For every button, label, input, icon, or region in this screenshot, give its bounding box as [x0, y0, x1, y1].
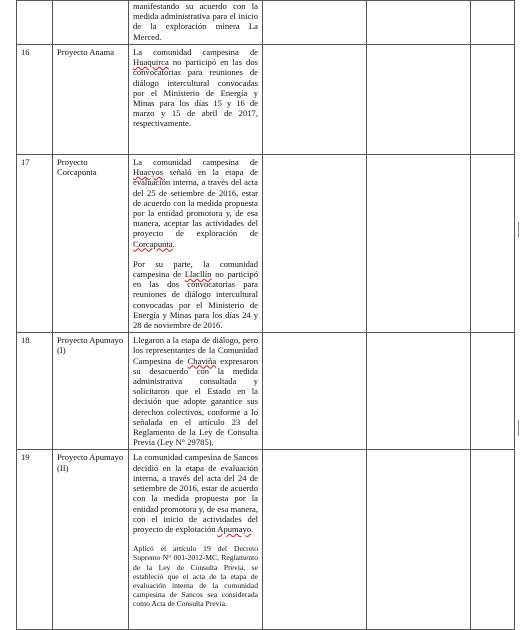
consultation-table: [16, 0, 515, 630]
text-fragment: Por su parte, la comunidad campesina de: [133, 258, 258, 280]
row-description: manifestando su acuerdo con la medida administrativa para el inicio de la exploración minera La Merced.: [129, 1, 263, 45]
text-fragment: no participó en las dos convocatorias para reuniones de diálogo intercultural convocadas por el Ministerio de Energía y Minas para los días 24 y 28 de noviembre de 2016.: [133, 269, 258, 331]
row-number: 19: [17, 450, 53, 630]
text-fragment: no participó en las dos convocatorias para reuniones de diálogo intercultural convocadas por el Ministerio de Energía y Minas para los días 15 y 16 de marzo y 15 de abril de 2017, respectivamente.: [133, 57, 258, 129]
row-description: [129, 333, 263, 450]
empty-cell: [367, 333, 471, 450]
table-row: [17, 1, 515, 45]
empty-cell: [263, 45, 367, 155]
row-description: [129, 45, 263, 155]
row-number: 17: [17, 155, 53, 333]
empty-cell: [471, 1, 515, 45]
empty-cell: [263, 1, 367, 45]
project-name: Proyecto Corcapunta: [53, 155, 129, 333]
empty-cell: [471, 155, 515, 333]
text-fragment: La comunidad campesina de: [133, 47, 258, 57]
text-fragment: expresaron su desacuerdo con la medida administrativa consultada y solicitaron que el Estado en la decisión que adopte garantice sus derechos colectivos, conforme a lo señalada en el artículo 23 del Reglamento de la Ley de Consulta Previa (Ley N° 29785).: [133, 355, 258, 448]
spellcheck-word: Huaquirca: [133, 57, 169, 68]
table-row: [17, 333, 515, 450]
text-fragment: Llegaron a la etapa de diálogo, pero los representantes de la Comunidad Campesina de: [133, 335, 258, 366]
project-name: Proyecto Apumayo (II): [53, 450, 129, 630]
text-fragment: La comunidad campesina de Sancos decidió en la etapa de evaluación interna, a través del acta del 24 de setiembre de 2016, estar de acuerdo con la medida propuesta por la entidad promotora y, de esa manera, con el inicio de actividades del proyecto de explotación: [133, 452, 258, 534]
table-row: [17, 450, 515, 630]
empty-cell: [367, 45, 471, 155]
empty-cell: [263, 333, 367, 450]
text-fragment: .: [251, 523, 254, 534]
table-row: [17, 45, 515, 155]
spellcheck-word: Apumayo: [217, 523, 252, 534]
margin-marker: [518, 420, 519, 436]
paragraph: [133, 157, 258, 249]
row-number: 18: [17, 333, 53, 450]
spellcheck-word: Huacyos: [133, 167, 164, 178]
row-number: [17, 1, 53, 45]
spellcheck-word: Llacllín: [184, 269, 212, 280]
table-row: [17, 155, 515, 333]
project-name: Proyecto Apumayo (I): [53, 333, 129, 450]
project-name: [53, 1, 129, 45]
empty-cell: [263, 155, 367, 333]
empty-cell: [367, 155, 471, 333]
project-name: Proyecto Anama: [53, 45, 129, 155]
empty-cell: [471, 450, 515, 630]
margin-marker: [518, 222, 519, 238]
paragraph: Aplicó el artículo 19 del Decreto Supremo N° 001-2012-MC, Reglamento de la Ley de Consulta Previa, se estableció que el acta de la etapa de evaluación interna de la comunidad campesina de Sancos sea considerada como Acta de Consulta Previa.: [133, 544, 258, 609]
text-fragment: señaló en la etapa de evaluación interna, a través del acta del 25 de setiembre de 2016, estar de acuerdo con la medida propuesta por la entidad promotora y, de esa manera, aceptar las actividades del proyecto de exploración de: [133, 167, 258, 239]
row-description: [129, 155, 263, 333]
empty-cell: [367, 1, 471, 45]
spellcheck-word: Chaviña: [187, 355, 217, 366]
paragraph: [133, 452, 258, 534]
text-fragment: La comunidad campesina de: [133, 157, 258, 167]
paragraph: [133, 259, 258, 330]
empty-cell: [367, 450, 471, 630]
row-description: [129, 450, 263, 630]
empty-cell: [471, 45, 515, 155]
empty-cell: [471, 333, 515, 450]
row-number: 16: [17, 45, 53, 155]
text-fragment: .: [172, 238, 175, 249]
empty-cell: [263, 450, 367, 630]
spellcheck-word: Corcapunta: [133, 238, 173, 249]
